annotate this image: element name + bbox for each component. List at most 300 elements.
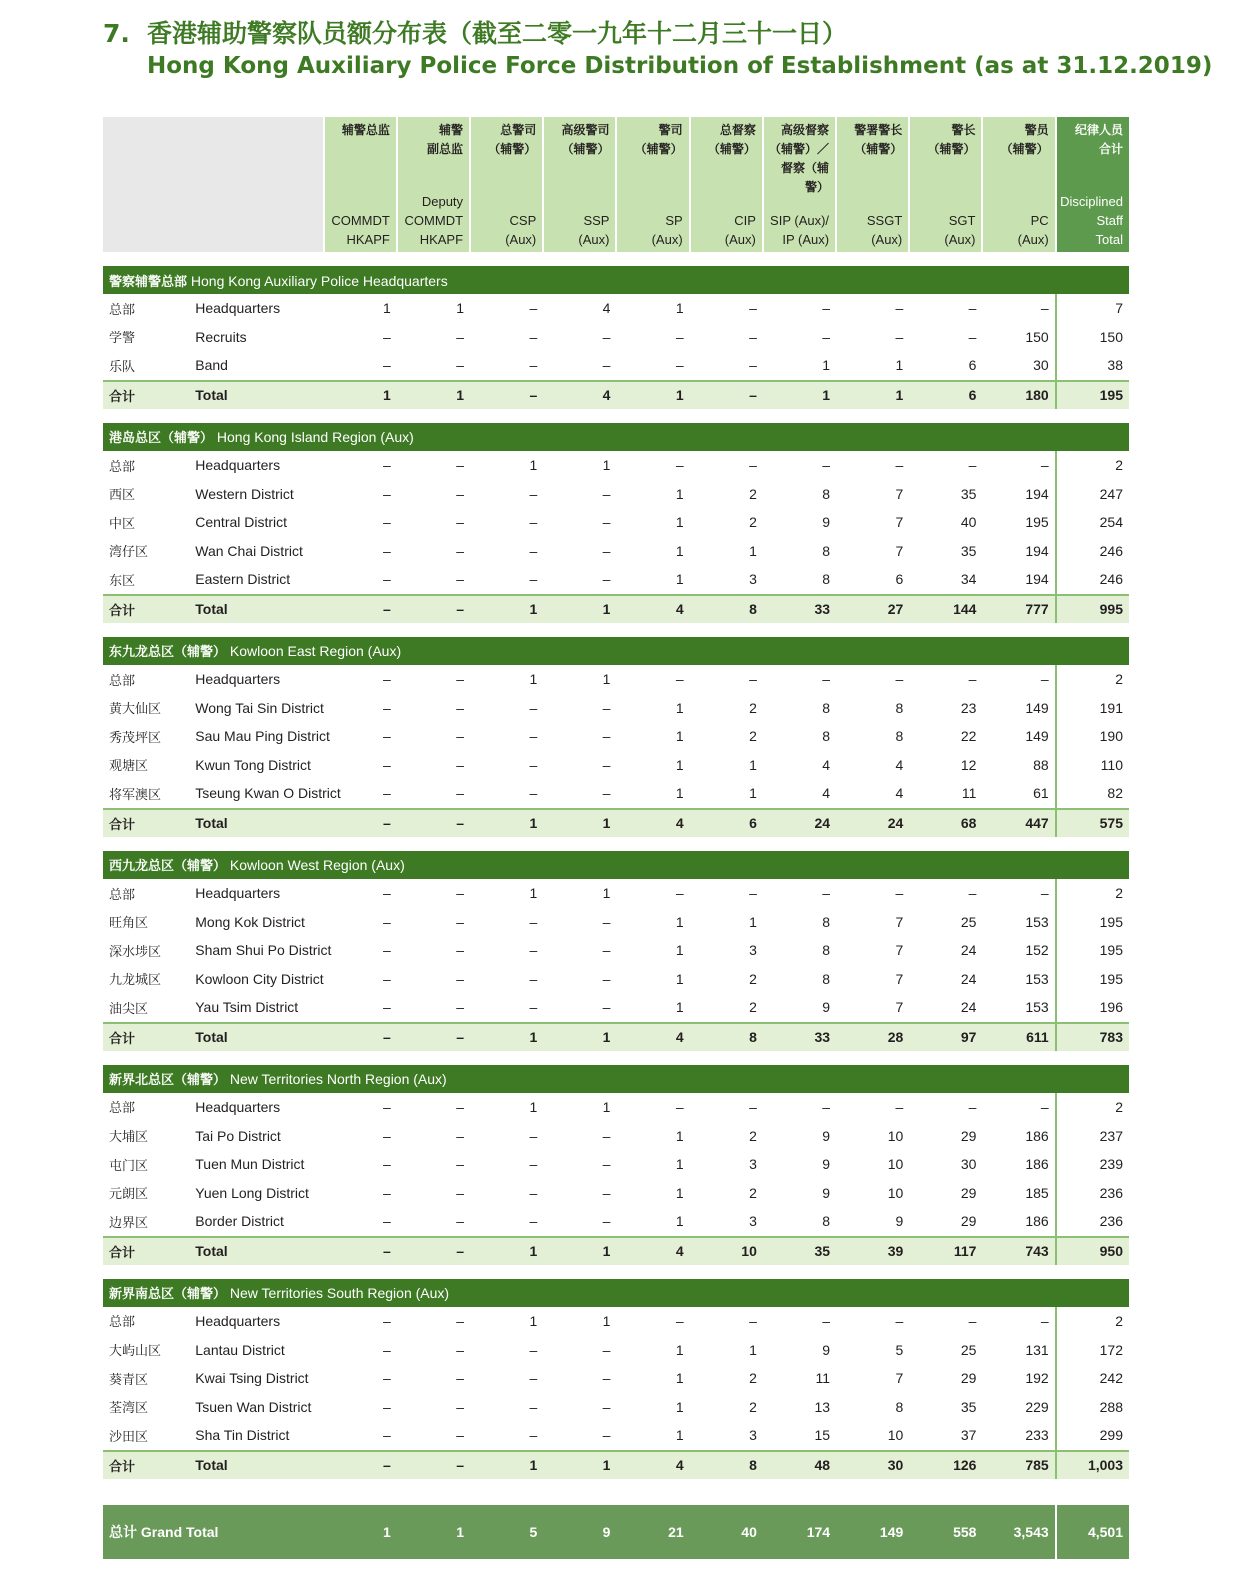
value-cell: – bbox=[324, 809, 397, 837]
table-row bbox=[103, 351, 1129, 381]
value-cell: – bbox=[456, 1098, 465, 1115]
section-total-row bbox=[103, 1023, 1129, 1051]
grand-total-cell: 21 bbox=[616, 1505, 689, 1559]
row-label-en: Kwun Tong District bbox=[195, 756, 311, 773]
value-cell: – bbox=[456, 457, 465, 474]
value-cell: – bbox=[383, 999, 391, 1016]
value-cell: 1 bbox=[397, 381, 470, 409]
value-cell: 88 bbox=[1033, 756, 1049, 773]
row-label-en: Yuen Long District bbox=[195, 1184, 309, 1201]
value-cell: – bbox=[383, 942, 391, 959]
value-cell: – bbox=[383, 1213, 391, 1230]
value-cell: 6 bbox=[909, 381, 982, 409]
value-cell: – bbox=[383, 1341, 391, 1358]
value-cell: 186 bbox=[1025, 1213, 1049, 1230]
row-label-zh: 葵青区 bbox=[109, 1372, 149, 1388]
table-row bbox=[103, 508, 1129, 537]
grand-total-cell: 1 bbox=[324, 1505, 397, 1559]
table-row bbox=[103, 537, 1129, 566]
value-cell: – bbox=[529, 514, 538, 531]
value-cell: – bbox=[968, 1312, 977, 1329]
value-cell: 4 bbox=[616, 1451, 689, 1479]
value-cell: – bbox=[602, 357, 611, 374]
row-label-en: Sham Shui Po District bbox=[195, 942, 332, 959]
spacer-cell bbox=[103, 623, 1129, 637]
column-header bbox=[324, 117, 397, 252]
value-cell: – bbox=[456, 1398, 465, 1415]
value-cell: 9 bbox=[822, 514, 831, 531]
value-cell: – bbox=[602, 1184, 611, 1201]
row-total-cell: 2 bbox=[1056, 1093, 1129, 1122]
row-label-en: Sha Tin District bbox=[195, 1427, 290, 1444]
value-cell: 29 bbox=[960, 1213, 977, 1230]
row-total-cell: 1,003 bbox=[1056, 1451, 1129, 1479]
value-cell: 233 bbox=[1025, 1427, 1049, 1444]
column-header-en: SSGT (Aux) bbox=[866, 213, 903, 247]
section-title-zh: 新界南总区（辅警） bbox=[109, 1287, 227, 1303]
value-cell: 35 bbox=[763, 1237, 836, 1265]
value-cell: – bbox=[895, 457, 904, 474]
value-cell: 144 bbox=[909, 595, 982, 623]
value-cell: 29 bbox=[960, 1127, 977, 1144]
value-cell: 8 bbox=[895, 699, 904, 716]
row-label-zh: 学警 bbox=[109, 331, 136, 347]
row-total-cell: 172 bbox=[1056, 1335, 1129, 1364]
grand-total-cell: 3,543 bbox=[982, 1505, 1055, 1559]
value-cell: 1 bbox=[749, 542, 757, 559]
section-header-row bbox=[103, 266, 1129, 294]
row-label-zh: 湾仔区 bbox=[109, 545, 149, 561]
value-cell: – bbox=[749, 300, 757, 317]
value-cell: 25 bbox=[960, 913, 977, 930]
row-label-zh: 旺角区 bbox=[109, 916, 149, 932]
value-cell: 3 bbox=[749, 942, 757, 959]
value-cell: 1 bbox=[324, 381, 397, 409]
value-cell: – bbox=[602, 542, 611, 559]
spacer-row bbox=[103, 252, 1129, 266]
establishment-table bbox=[103, 117, 1129, 1559]
value-cell: 1 bbox=[470, 1451, 543, 1479]
row-label-en: Total bbox=[189, 1451, 323, 1479]
value-cell: – bbox=[529, 728, 538, 745]
row-total-cell: 236 bbox=[1056, 1178, 1129, 1207]
grand-total-label-zh: 总计 bbox=[109, 1523, 137, 1540]
value-cell: – bbox=[968, 671, 977, 688]
value-cell: 8 bbox=[895, 1398, 904, 1415]
row-label-en: Headquarters bbox=[195, 1098, 281, 1115]
value-cell: 4 bbox=[616, 809, 689, 837]
row-label-en: Kwai Tsing District bbox=[195, 1370, 309, 1387]
value-cell: – bbox=[675, 885, 684, 902]
row-total-cell: 246 bbox=[1056, 537, 1129, 566]
spacer-cell bbox=[103, 1493, 1129, 1505]
value-cell: – bbox=[529, 1213, 538, 1230]
row-total-cell: 254 bbox=[1056, 508, 1129, 537]
value-cell: 30 bbox=[836, 1451, 909, 1479]
column-header-en: SGT (Aux) bbox=[944, 213, 976, 247]
value-cell: 186 bbox=[1025, 1127, 1049, 1144]
row-total-cell: 196 bbox=[1056, 993, 1129, 1023]
row-label-en: Lantau District bbox=[195, 1341, 285, 1358]
value-cell: 9 bbox=[822, 1341, 831, 1358]
value-cell: – bbox=[383, 1098, 391, 1115]
row-label-en: Total bbox=[189, 595, 323, 623]
value-cell: 1 bbox=[616, 381, 689, 409]
value-cell: 1 bbox=[675, 999, 684, 1016]
value-cell: 2 bbox=[749, 1398, 757, 1415]
value-cell: – bbox=[895, 1312, 904, 1329]
row-label-en: Kowloon City District bbox=[195, 970, 324, 987]
value-cell: – bbox=[324, 1023, 397, 1051]
value-cell: – bbox=[895, 885, 904, 902]
value-cell: – bbox=[456, 942, 465, 959]
value-cell: 2 bbox=[749, 514, 757, 531]
row-label-en: Headquarters bbox=[195, 457, 281, 474]
value-cell: 15 bbox=[814, 1427, 831, 1444]
value-cell: 743 bbox=[982, 1237, 1055, 1265]
section-title-zh: 新界北总区（辅警） bbox=[109, 1073, 227, 1089]
value-cell: 1 bbox=[456, 300, 465, 317]
section-title-en: Hong Kong Island Region (Aux) bbox=[216, 429, 414, 446]
value-cell: – bbox=[529, 1398, 538, 1415]
value-cell: 10 bbox=[690, 1237, 763, 1265]
row-total-cell: 950 bbox=[1056, 1237, 1129, 1265]
value-cell: – bbox=[529, 542, 538, 559]
column-header bbox=[470, 117, 543, 252]
value-cell: 1 bbox=[470, 1023, 543, 1051]
value-cell: 39 bbox=[836, 1237, 909, 1265]
row-label-en: Mong Kok District bbox=[195, 913, 305, 930]
row-label-zh: 总部 bbox=[109, 302, 136, 318]
value-cell: 153 bbox=[1025, 970, 1049, 987]
value-cell: – bbox=[749, 357, 757, 374]
row-label-zh: 深水埗区 bbox=[109, 944, 162, 960]
section-title-en: New Territories North Region (Aux) bbox=[229, 1071, 447, 1088]
value-cell: 35 bbox=[960, 1398, 977, 1415]
table-row bbox=[103, 1364, 1129, 1393]
table-row bbox=[103, 1392, 1129, 1421]
value-cell: 1 bbox=[763, 381, 836, 409]
value-cell: – bbox=[822, 300, 831, 317]
value-cell: 1 bbox=[675, 728, 684, 745]
grand-total-sum-cell: 4,501 bbox=[1056, 1505, 1129, 1559]
spacer-row bbox=[103, 1479, 1129, 1493]
value-cell: – bbox=[456, 542, 465, 559]
row-total-cell: 195 bbox=[1056, 936, 1129, 965]
row-total-cell: 2 bbox=[1056, 451, 1129, 480]
value-cell: – bbox=[529, 1370, 538, 1387]
table-row bbox=[103, 993, 1129, 1023]
value-cell: – bbox=[456, 328, 465, 345]
column-header bbox=[397, 117, 470, 252]
column-header-en: SP (Aux) bbox=[651, 213, 683, 247]
grand-total-label bbox=[103, 1505, 324, 1559]
value-cell: 2 bbox=[749, 970, 757, 987]
table-row bbox=[103, 965, 1129, 994]
table-row bbox=[103, 779, 1129, 809]
value-cell: – bbox=[602, 756, 611, 773]
value-cell: 37 bbox=[960, 1427, 977, 1444]
value-cell: 2 bbox=[749, 728, 757, 745]
value-cell: 1 bbox=[749, 1341, 757, 1358]
value-cell: 194 bbox=[1025, 571, 1049, 588]
value-cell: 8 bbox=[822, 571, 831, 588]
row-label-en: Total bbox=[189, 809, 323, 837]
section-title-zh: 东九龙总区（辅警） bbox=[109, 645, 227, 661]
value-cell: 1 bbox=[749, 785, 757, 802]
row-label-en: Eastern District bbox=[195, 571, 291, 588]
value-cell: – bbox=[456, 514, 465, 531]
row-label-en: Total bbox=[189, 1237, 323, 1265]
row-label-en: Total bbox=[189, 381, 323, 409]
value-cell: – bbox=[895, 671, 904, 688]
grand-total-cell: 1 bbox=[397, 1505, 470, 1559]
value-cell: – bbox=[675, 1098, 684, 1115]
value-cell: – bbox=[749, 885, 757, 902]
value-cell: – bbox=[529, 999, 538, 1016]
value-cell: 1 bbox=[675, 970, 684, 987]
value-cell: 4 bbox=[543, 381, 616, 409]
table-row bbox=[103, 722, 1129, 751]
grand-total-cell: 174 bbox=[763, 1505, 836, 1559]
table-row bbox=[103, 1307, 1129, 1336]
grand-total-cell: 149 bbox=[836, 1505, 909, 1559]
value-cell: – bbox=[383, 1127, 391, 1144]
row-label-zh: 黄大仙区 bbox=[109, 702, 162, 718]
row-label-en: Central District bbox=[195, 514, 288, 531]
value-cell: – bbox=[397, 1023, 470, 1051]
value-cell: – bbox=[456, 671, 465, 688]
value-cell: – bbox=[675, 457, 684, 474]
value-cell: 1 bbox=[529, 885, 538, 902]
value-cell: 1 bbox=[675, 785, 684, 802]
value-cell: 24 bbox=[763, 809, 836, 837]
column-header bbox=[763, 117, 836, 252]
value-cell: 192 bbox=[1025, 1370, 1049, 1387]
section-title-zh: 港岛总区（辅警） bbox=[109, 431, 214, 447]
value-cell: 1 bbox=[602, 671, 611, 688]
value-cell: 195 bbox=[1025, 514, 1049, 531]
value-cell: – bbox=[602, 728, 611, 745]
column-header-zh: 高级督察 （辅警）／ 督察（辅警） bbox=[769, 123, 830, 194]
section-title bbox=[103, 851, 1129, 879]
value-cell: 25 bbox=[960, 1341, 977, 1358]
value-cell: – bbox=[456, 756, 465, 773]
value-cell: – bbox=[383, 1184, 391, 1201]
column-header-zh: 高级警司 （辅警） bbox=[561, 123, 610, 156]
value-cell: – bbox=[749, 457, 757, 474]
value-cell: 185 bbox=[1025, 1184, 1049, 1201]
value-cell: – bbox=[675, 328, 684, 345]
spacer-cell bbox=[103, 1479, 1129, 1493]
table-row bbox=[103, 1421, 1129, 1451]
row-label-zh: 秀茂坪区 bbox=[109, 730, 162, 746]
row-label-zh: 合计 bbox=[103, 1451, 189, 1479]
value-cell: 8 bbox=[822, 942, 831, 959]
value-cell: 1 bbox=[675, 1370, 684, 1387]
value-cell: – bbox=[456, 728, 465, 745]
value-cell: 447 bbox=[982, 809, 1055, 837]
value-cell: – bbox=[456, 1213, 465, 1230]
value-cell: 3 bbox=[749, 571, 757, 588]
value-cell: – bbox=[397, 1237, 470, 1265]
section-total-row bbox=[103, 1451, 1129, 1479]
row-label-en: Border District bbox=[195, 1213, 284, 1230]
value-cell: 1 bbox=[602, 1312, 611, 1329]
value-cell: 6 bbox=[895, 571, 904, 588]
row-label-en: Yau Tsim District bbox=[195, 999, 299, 1016]
column-header-en: SSP (Aux) bbox=[578, 213, 610, 247]
value-cell: – bbox=[602, 942, 611, 959]
value-cell: – bbox=[456, 699, 465, 716]
row-total-cell: 995 bbox=[1056, 595, 1129, 623]
row-total-cell: 195 bbox=[1056, 965, 1129, 994]
value-cell: 180 bbox=[982, 381, 1055, 409]
row-label-en: Tai Po District bbox=[195, 1127, 281, 1144]
value-cell: 152 bbox=[1025, 942, 1049, 959]
row-label-zh: 西区 bbox=[109, 488, 136, 504]
value-cell: – bbox=[383, 1312, 391, 1329]
table-row bbox=[103, 936, 1129, 965]
value-cell: 22 bbox=[960, 728, 977, 745]
row-label-en: Headquarters bbox=[195, 300, 281, 317]
value-cell: – bbox=[383, 913, 391, 930]
value-cell: 1 bbox=[602, 457, 611, 474]
value-cell: – bbox=[602, 328, 611, 345]
column-header-zh: 总警司 （辅警） bbox=[488, 123, 537, 156]
value-cell: – bbox=[383, 1370, 391, 1387]
value-cell: – bbox=[602, 1370, 611, 1387]
table-row bbox=[103, 1178, 1129, 1207]
value-cell: 24 bbox=[836, 809, 909, 837]
title-english: Hong Kong Auxiliary Police Force Distribution of Establishment (as at 31.12.2019) bbox=[147, 53, 1213, 79]
row-total-cell: 2 bbox=[1056, 879, 1129, 908]
section-header-row bbox=[103, 851, 1129, 879]
value-cell: – bbox=[470, 381, 543, 409]
value-cell: – bbox=[529, 756, 538, 773]
row-label-en: Headquarters bbox=[195, 885, 281, 902]
column-header-en: COMMDT HKAPF bbox=[331, 213, 390, 247]
value-cell: 8 bbox=[822, 970, 831, 987]
value-cell: 4 bbox=[822, 756, 831, 773]
value-cell: 126 bbox=[909, 1451, 982, 1479]
section-title-en: New Territories South Region (Aux) bbox=[229, 1285, 450, 1302]
value-cell: 4 bbox=[616, 595, 689, 623]
row-label-en: Wan Chai District bbox=[195, 542, 303, 559]
value-cell: – bbox=[690, 381, 763, 409]
column-header-en: Disciplined Staff Total bbox=[1060, 194, 1123, 247]
value-cell: – bbox=[602, 571, 611, 588]
value-cell: – bbox=[602, 1156, 611, 1173]
section-title-en: Kowloon East Region (Aux) bbox=[229, 643, 402, 660]
establishment-table-container bbox=[103, 117, 1129, 1559]
value-cell: – bbox=[383, 328, 391, 345]
value-cell: – bbox=[383, 1156, 391, 1173]
value-cell: 4 bbox=[602, 300, 611, 317]
page-title bbox=[103, 18, 1213, 82]
value-cell: – bbox=[383, 699, 391, 716]
value-cell: – bbox=[383, 542, 391, 559]
value-cell: 8 bbox=[822, 542, 831, 559]
value-cell: 1 bbox=[529, 671, 538, 688]
value-cell: – bbox=[529, 1156, 538, 1173]
row-label-zh: 合计 bbox=[103, 595, 189, 623]
row-label-zh: 合计 bbox=[103, 1237, 189, 1265]
value-cell: – bbox=[602, 785, 611, 802]
value-cell: – bbox=[383, 485, 391, 502]
value-cell: – bbox=[602, 514, 611, 531]
value-cell: 8 bbox=[822, 485, 831, 502]
column-header-zh: 纪律人员 合计 bbox=[1074, 123, 1123, 156]
value-cell: – bbox=[1040, 885, 1049, 902]
section-total-row bbox=[103, 809, 1129, 837]
row-label-zh: 荃湾区 bbox=[109, 1401, 149, 1417]
row-label-zh: 乐队 bbox=[109, 359, 136, 375]
value-cell: 1 bbox=[470, 595, 543, 623]
value-cell: 3 bbox=[749, 1427, 757, 1444]
row-label-zh: 大埔区 bbox=[109, 1130, 149, 1146]
column-header bbox=[543, 117, 616, 252]
value-cell: – bbox=[529, 1427, 538, 1444]
table-row bbox=[103, 294, 1129, 323]
row-total-cell: 247 bbox=[1056, 479, 1129, 508]
value-cell: 1 bbox=[675, 1213, 684, 1230]
value-cell: – bbox=[1040, 1098, 1049, 1115]
row-total-cell: 110 bbox=[1056, 751, 1129, 780]
row-total-cell: 195 bbox=[1056, 381, 1129, 409]
value-cell: 40 bbox=[960, 514, 977, 531]
value-cell: 4 bbox=[895, 785, 904, 802]
value-cell: 11 bbox=[961, 785, 977, 802]
value-cell: 149 bbox=[1025, 728, 1049, 745]
row-label-en: Total bbox=[189, 1023, 323, 1051]
column-header bbox=[909, 117, 982, 252]
value-cell: – bbox=[895, 1098, 904, 1115]
value-cell: – bbox=[602, 999, 611, 1016]
value-cell: 2 bbox=[749, 1184, 757, 1201]
value-cell: – bbox=[1040, 1312, 1049, 1329]
value-cell: – bbox=[822, 328, 831, 345]
value-cell: – bbox=[456, 1127, 465, 1144]
value-cell: – bbox=[675, 357, 684, 374]
column-header bbox=[982, 117, 1055, 252]
section-title-en: Kowloon West Region (Aux) bbox=[229, 857, 405, 874]
value-cell: – bbox=[383, 514, 391, 531]
row-label-en: Band bbox=[195, 357, 228, 374]
value-cell: 1 bbox=[675, 699, 684, 716]
row-total-cell: 236 bbox=[1056, 1207, 1129, 1237]
value-cell: – bbox=[749, 1098, 757, 1115]
column-header-zh: 警司 （辅警） bbox=[634, 123, 683, 156]
row-total-cell: 239 bbox=[1056, 1150, 1129, 1179]
value-cell: – bbox=[383, 728, 391, 745]
table-row bbox=[103, 1335, 1129, 1364]
value-cell: 1 bbox=[822, 357, 831, 374]
value-cell: 9 bbox=[822, 1127, 831, 1144]
value-cell: 24 bbox=[960, 970, 977, 987]
value-cell: 186 bbox=[1025, 1156, 1049, 1173]
table-row bbox=[103, 1207, 1129, 1237]
column-header-zh: 警员 （辅警） bbox=[1000, 123, 1049, 156]
value-cell: – bbox=[822, 1312, 831, 1329]
spacer-row bbox=[103, 1265, 1129, 1279]
value-cell: 11 bbox=[815, 1370, 831, 1387]
value-cell: 34 bbox=[960, 571, 977, 588]
value-cell: – bbox=[968, 1098, 977, 1115]
value-cell: – bbox=[675, 671, 684, 688]
row-label-zh: 总部 bbox=[109, 887, 136, 903]
row-label-zh: 边界区 bbox=[109, 1215, 149, 1231]
